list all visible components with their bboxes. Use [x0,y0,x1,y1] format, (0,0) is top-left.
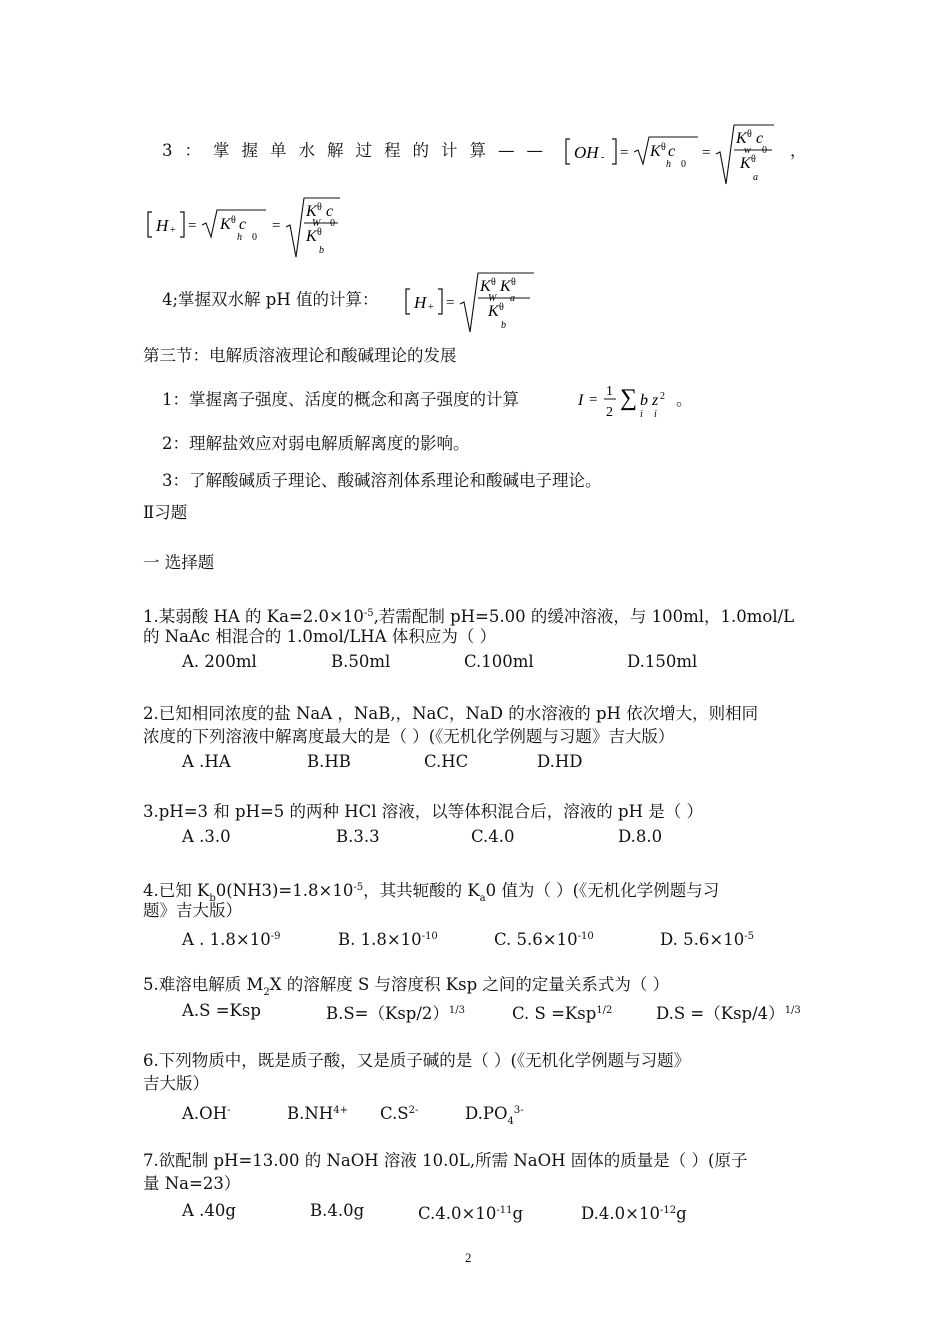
svg-text:h: h [666,159,671,170]
svg-text:OH: OH [574,143,599,162]
q3-option-a[interactable]: A .3.0 [182,827,231,846]
svg-text:0: 0 [762,145,767,156]
svg-text:2: 2 [660,391,665,402]
item3-lead: 3：掌握单水解过程的计算—— [162,141,555,160]
formula-oh [560,122,820,188]
item3-comma: ， [790,141,807,160]
svg-text:=: = [702,145,711,161]
svg-text:+: + [428,302,434,313]
svg-text:b: b [640,392,648,409]
svg-text:θ: θ [661,142,666,153]
svg-text:∑: ∑ [620,385,638,411]
svg-text:c: c [326,203,334,220]
section3-title: 第三节：电解质溶液理论和酸碱理论的发展 [143,346,457,365]
svg-text:c: c [239,216,247,233]
q6-option-a[interactable]: A.OH- [182,1104,231,1123]
q3-option-c[interactable]: C.4.0 [471,827,515,846]
svg-text:=: = [188,218,197,234]
choice-heading: 一 选择题 [143,553,215,572]
q7-option-b[interactable]: B.4.0g [310,1201,365,1220]
svg-text:θ: θ [747,129,752,140]
svg-text:W: W [312,218,321,229]
q6-line2: 吉大版） [143,1074,209,1093]
item4-lead: 4;掌握双水解 pH 值的计算： [162,290,379,309]
page-number: 2 [465,1250,472,1265]
section3-item3: 3：了解酸碱质子理论、酸碱溶剂体系理论和酸碱电子理论。 [162,471,602,490]
exercises-heading: Ⅱ习题 [143,503,188,522]
q1-line2: 的 NaAc 相混合的 1.0mol/LHA 体积应为（ ） [143,627,497,646]
svg-text:z: z [652,392,659,409]
svg-text:=: = [446,295,455,311]
svg-text:+: + [170,225,176,236]
svg-text:h: h [237,232,242,243]
section3-item1-end: 。 [676,390,693,409]
svg-text:θ: θ [751,154,756,165]
svg-text:a: a [753,172,758,183]
svg-text:c: c [668,143,676,160]
q7-option-a[interactable]: A .40g [182,1201,236,1220]
svg-text:-: - [601,152,605,163]
svg-text:K: K [736,130,747,147]
svg-text:c: c [756,130,764,147]
q2-option-b[interactable]: B.HB [307,752,351,771]
q5-line1: 5.难溶电解质 $M_2X$ 的溶解度 S 与溶度积 Ksp 之间的定量关系式为（ ） [143,975,670,998]
q6-line1: 6.下列物质中，既是质子酸，又是质子碱的是（ ）(《无机化学例题与习题》 [143,1051,691,1070]
q2-line2: 浓度的下列溶液中解离度最大的是（ ）(《无机化学例题与习题》吉大版） [143,727,675,746]
svg-text:K: K [306,203,317,220]
svg-text:0: 0 [252,232,257,243]
q1-option-b[interactable]: B.50ml [331,652,391,671]
formula-ionic-strength [570,375,690,425]
svg-text:θ: θ [317,202,322,213]
svg-text:K: K [488,303,499,320]
svg-text:2: 2 [606,405,613,420]
q2-option-c[interactable]: C.HC [424,752,469,771]
q5-option-a[interactable]: A.S =Ksp [182,1001,261,1020]
section3-item2: 2：理解盐效应对弱电解质解离度的影响。 [162,434,470,453]
svg-text:θ: θ [499,302,504,313]
svg-text:K: K [740,155,751,172]
svg-text:H: H [156,216,169,235]
svg-text:=: = [272,218,281,234]
svg-text:K: K [480,278,491,295]
formula-double-hydrolysis [398,270,548,336]
svg-text:0: 0 [330,218,335,229]
svg-text:θ: θ [511,277,516,288]
svg-text:a: a [510,293,515,304]
svg-text:=: = [589,392,598,408]
q7-option-c[interactable]: $C.4.0\times 10^{-11}g$ [418,1204,524,1223]
formula-h [140,195,360,261]
svg-text:0: 0 [681,159,686,170]
q7-line1: 7.欲配制 pH=13.00 的 NaOH 溶液 10.0L,所需 NaOH 固体的质量是（ ）(原子 [143,1151,748,1170]
q3-line1: 3.pH=3 和 pH=5 的两种 HCl 溶液，以等体积混合后，溶液的 pH 是（ ） [143,802,703,821]
q1-option-a[interactable]: A. 200ml [182,652,257,671]
svg-text:1: 1 [606,384,613,399]
svg-text:i: i [640,409,643,420]
q1-option-d[interactable]: D.150ml [627,652,698,671]
q7-line2: 量 Na=23） [143,1174,241,1193]
svg-text:w: w [744,145,751,156]
svg-text:W: W [488,293,497,304]
svg-text:i: i [654,409,657,420]
q7-option-d[interactable]: $D.4.0\times 10^{-12}g$ [581,1204,687,1223]
svg-text:θ: θ [491,277,496,288]
q5-option-b[interactable]: $B.S=(Ksp/2)^{1/3}$ [326,1004,466,1023]
svg-text:θ: θ [317,227,322,238]
svg-text:θ: θ [231,215,236,226]
q4-option-a[interactable]: A . $1.8\times 10^{-9}$ [182,930,281,949]
q4-line2: 题》吉大版） [143,901,242,920]
svg-text:I: I [578,392,584,409]
q6-option-b[interactable]: $B.NH^{4+}$ [287,1104,348,1123]
q1-option-c[interactable]: C.100ml [464,652,534,671]
q1-line1: 1.某弱酸 HA 的 $Ka=2.0\times 10^{-5}$,若需配制 pH=5.00 的缓冲溶液，与 100ml，1.0mol/L [143,607,795,626]
svg-text:b: b [319,245,324,256]
q2-option-d[interactable]: D.HD [537,752,583,771]
q3-option-d[interactable]: D.8.0 [618,827,663,846]
section3-item1: 1：掌握离子强度、活度的概念和离子强度的计算 [162,390,519,409]
q4-option-d[interactable]: D. $5.6\times 10^{-5}$ [660,930,754,949]
svg-text:H: H [414,293,427,312]
svg-text:K: K [220,216,231,233]
q5-option-c[interactable]: C. S =Ksp$^{1/2}$ [512,1004,613,1023]
q6-option-d[interactable]: $D.PO_4^{3-}$ [465,1104,524,1127]
q2-option-a[interactable]: A .HA [182,752,231,771]
svg-text:K: K [650,143,661,160]
svg-text:K: K [500,278,511,295]
q2-line1: 2.已知相同浓度的盐 NaA ，NaB,，NaC，NaD 的水溶液的 pH 依次增大，则相同 [143,704,759,723]
svg-text:K: K [306,228,317,245]
q4-option-b[interactable]: B. $1.8\times 10^{-10}$ [338,930,438,949]
q3-option-b[interactable]: B.3.3 [336,827,380,846]
q6-option-c[interactable]: $C.S^{2-}$ [380,1104,419,1123]
svg-text:b: b [501,320,506,331]
svg-text:=: = [620,145,629,161]
q4-line1: 4.已知 $K_b0(NH3)=1.8\times 10^{-5}$，其共轭酸的 $K_a0$ 值为（ ）(《无机化学例题与习 [143,881,720,904]
q5-option-d[interactable]: $D.S =(Ksp/4)^{1/3}$ [656,1004,801,1023]
q4-option-c[interactable]: C. $5.6\times 10^{-10}$ [494,930,594,949]
